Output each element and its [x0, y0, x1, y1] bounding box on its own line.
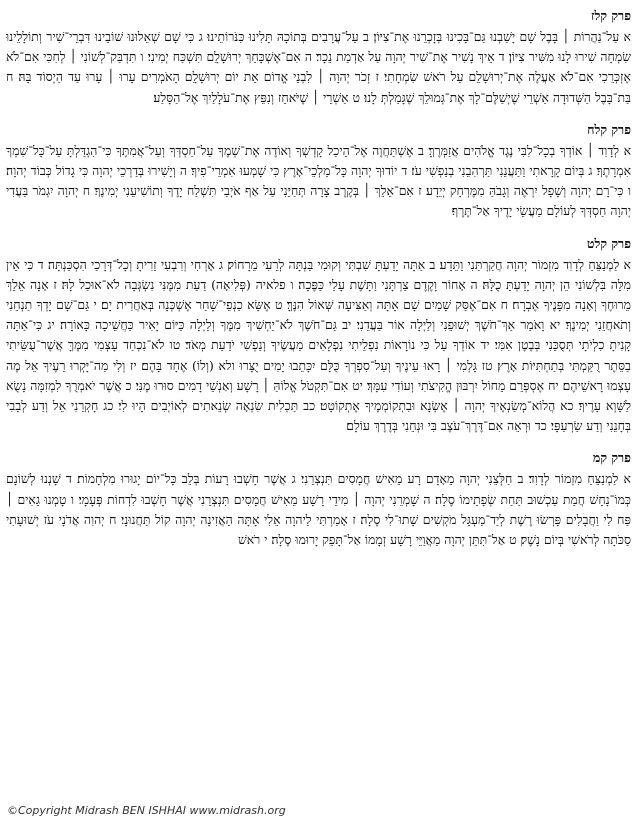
chapter-text: א לַמְנַצֵּחַ לְדָוִד מִזְמוֹר יְהוָה חֲקַרְתַּנִי וַתֵּדָע׃ ב אַתָּה יָדַעְתָּ שִׁבְתִּי וְקוּמִי בַּנְתָּה לְרֵעִי מֵרָחוֹק׃ ג אָרְחִי וְרִבְעִי זֵרִיתָ וְכָל־דְּרָכַי הִסְכַּנְתָּה׃ ד כִּי אֵין מִלָּה בִּלְשׁוֹנִי הֵן יְהוָה יָדַעְתָּ כֻלָּהּ׃ ה אָחוֹר וָקֶדֶם צַרְתָּנִי וַתָּשֶׁת עָלַי כַּפֶּכָה׃ ו פלאיה (פְּלִיאָה) דַעַת מִמֶּנִּי נִשְׂגְּבָה לֹא־אוּכַל לָהּ׃ ז אָנָה אֵלֵךְ מֵרוּחֶךָ וְאָנָה מִפָּנֶיךָ אֶבְרָח׃ ח אִם־אֶסַּק שָׁמַיִם שָׁם אָתָּה וְאַצִּיעָה שְּׁאוֹל הִנֶּךָּ׃ ט אֶשָּׂא כַנְפֵי־שָׁחַר אֶשְׁכְּנָה בְּאַחֲרִית יָם׃ י גַּם־שָׁם יָדְךָ תַנְחֵנִי וְתֹאחֲזֵנִי יְמִינֶךָ׃ יא וָאֹמַר אַךְ־חֹשֶׁךְ יְשׁוּפֵנִי וְלַיְלָה אוֹר בַּעֲדֵנִי׃ יב גַּם־חֹשֶׁךְ לֹא־יַחְשִׁיךְ מִמֶּךָ וְלַיְלָה כַּיּוֹם יָאִיר כַּחֲשֵׁיכָה כָּאוֹרָה׃ יג כִּי־אַתָּה קָנִיתָ כִלְיֹתָי תְּסֻכֵּנִי בְּבֶטֶן אִמִּי׃ יד אוֹדְךָ עַל כִּי נוֹרָאוֹת נִפְלֵיתִי נִפְלָאִים מַעֲשֶׂיךָ וְנַפְשִׁי יֹדַעַת מְאֹד׃ טו לֹא־נִכְחַד עָצְמִי מִמֶּךָּ אֲשֶׁר־עֻשֵּׂיתִי בַסֵּתֶר רֻקַּמְתִּי בְּתַחְתִּיּוֹת אָרֶץ׃ טז גָּלְמִי ׀ רָאוּ עֵינֶיךָ וְעַל־סִפְרְךָ כֻּלָּם יִכָּתֵבוּ יָמִים יֻצָּרוּ ולא (וְלוֹ) אֶחָד בָּהֶם׃ יז וְלִי מַה־יָּקְרוּ רֵעֶיךָ אֵל מֶה עָצְמוּ רָאשֵׁיהֶם׃ יח אֶסְפְּרֵם מֵחוֹל יִרְבּוּן הֱקִיצֹתִי וְעוֹדִי עִמָּךְ׃ יט אִם־תִּקְטֹל אֱלוֹהַּ ׀ רָשָׁע וְאַנְשֵׁי דָמִים סוּרוּ מֶנִּי׃ כ אֲשֶׁר יֹאמְרֻךָ לִמְזִמָּה נָשֻׂא לַשָּׁוְא עָרֶיךָ׃ כא הֲלוֹא־מְשַׂנְאֶיךָ יְהוָה ׀ אֶשְׂנָא וּבִתְקוֹמְמֶיךָ אֶתְקוֹטָט׃ כב תַּכְלִית שִׂנְאָה שְׂנֵאתִים לְאוֹיְבִים הָיוּ לִי׃ כג חָקְרֵנִי אֵל וְדַע לְבָבִי בְּחָנֵנִי וְדַע שַׂרְעַפָּי׃ כד וּרְאֵה אִם־דֶּרֶךְ־עֹצֶב בִּי וּנְחֵנִי בְּדֶרֶךְ עוֹלָם׃ — [6, 256, 631, 434]
chapter-text: א לַמְנַצֵּחַ מִזְמוֹר לְדָוִד׃ ב חַלְּצֵנִי יְהוָה מֵאָדָם רָע מֵאִישׁ חֲמָסִים תִּנְצְרֵנִי׃ ג אֲשֶׁר חָשְׁבוּ רָעוֹת בְּלֵב כָּל־יוֹם יָגוּרוּ מִלְחָמוֹת׃ ד שָׁנְנוּ לְשׁוֹנָם כְּמוֹ־נָחָשׁ חֲמַת עַכְשׁוּב תַּחַת שְׂפָתֵימוֹ סֶלָה׃ ה שָׁמְרֵנִי יְהוָה ׀ מִידֵי רָשָׁע מֵאִישׁ חֲמָסִים תִּנְצְרֵנִי אֲשֶׁר חָשְׁבוּ לִדְחוֹת פְּעָמָי׃ ו טָמְנוּ גֵאִים ׀ פַּח לִי וַחֲבָלִים פָּרְשׂוּ רֶשֶׁת לְיַד־מַעְגָּל מֹקְשִׁים שָׁתוּ־לִי סֶלָה׃ ז אָמַרְתִּי לַיהוָה אֵלִי אָתָּה הַאֲזִינָה יְהוָה קוֹל תַּחֲנוּנָי׃ ח יְהוִה אֲדֹנָי עֹז יְשׁוּעָתִי סַכֹּתָה לְרֹאשִׁי בְּיוֹם נָשֶׁק׃ ט אַל־תִּתֵּן יְהוָה מַאֲוַיֵּי רָשָׁע זְמָמוֹ אַל־תָּפֵק יָרוּמוּ סֶלָה׃ י רֹאשׁ — [6, 471, 631, 548]
chapter-title: פרק קלז — [590, 8, 631, 23]
chapter-text: א לְדָוִד ׀ אוֹדְךָ בְכָל־לִבִּי נֶגֶד אֱלֹהִים אֲזַמְּרֶךָּ׃ ב אֶשְׁתַּחֲוֶה אֶל־הֵיכַל קָדְשְׁךָ וְאוֹדֶה אֶת־שְׁמֶךָ עַל־חַסְדְּךָ וְעַל־אֲמִתֶּךָ כִּי־הִגְדַּלְתָּ עַל־כָּל־שִׁמְךָ אִמְרָתֶךָ׃ ג בְּיוֹם קָרָאתִי וַתַּעֲנֵנִי תַּרְהִבֵנִי בְנַפְשִׁי עֹז׃ ד יוֹדוּךָ יְהוָה כָּל־מַלְכֵי־אָרֶץ כִּי שָׁמְעוּ אִמְרֵי־פִיךָ׃ ה וְיָשִׁירוּ בְּדַרְכֵי יְהוָה כִּי גָדוֹל כְּבוֹד יְהוָה׃ ו כִּי־רָם יְהוָה וְשָׁפָל יִרְאֶה וְגָבֹהַּ מִמֶּרְחָק יְיֵדָע׃ ז אִם־אֵלֵךְ ׀ בְּקֶרֶב צָרָה תְּחַיֵּנִי עַל אַף אֹיְבַי תִּשְׁלַח יָדֶךָ וְתוֹשִׁיעֵנִי יְמִינֶךָ׃ ח יְהוָה יִגְמֹר בַּעֲדִי יְהוָה חַסְדְּךָ לְעוֹלָם מַעֲשֵׂי יָדֶיךָ אַל־תֶּרֶף׃ — [6, 142, 631, 219]
chapter-text: א עַל־נַהֲרוֹת ׀ בָּבֶל שָׁם יָשַׁבְנוּ גַּם־בָּכִינוּ בְּזָכְרֵנוּ אֶת־צִיּוֹן׃ ב עַל־עֲרָבִים בְּתוֹכָהּ תָּלִינוּ כִּנֹּרוֹתֵינוּ׃ ג כִּי שָׁם שְׁאֵלוּנוּ שׁוֹבֵינוּ דִּבְרֵי־שִׁיר וְתוֹלָלֵינוּ שִׂמְחָה שִׁירוּ לָנוּ מִשִּׁיר צִיּוֹן׃ ד אֵיךְ נָשִׁיר אֶת־שִׁיר יְהוָה עַל אַדְמַת נֵכָר׃ ה אִם־אֶשְׁכָּחֵךְ יְרוּשָׁלִָם תִּשְׁכַּח יְמִינִי׃ ו תִּדְבַּק־לְשׁוֹנִי ׀ לְחִכִּי אִם־לֹא אֶזְכְּרֵכִי אִם־לֹא אַעֲלֶה אֶת־יְרוּשָׁלִַם עַל רֹאשׁ שִׂמְחָתִי׃ ז זְכֹר יְהוָה ׀ לִבְנֵי אֱדוֹם אֵת יוֹם יְרוּשָׁלִָם הָאֹמְרִים עָרוּ ׀ עָרוּ עַד הַיְסוֹד בָּהּ׃ ח בַּת־בָּבֶל הַשְּׁדוּדָה אַשְׁרֵי שֶׁיְשַׁלֶּם־לָךְ אֶת־גְּמוּלֵךְ שֶׁגָּמַלְתְּ לָנוּ׃ ט אַשְׁרֵי ׀ שֶׁיֹּאחֵז וְנִפֵּץ אֶת־עֹלָלַיִךְ אֶל־הַסָּלַע׃ — [6, 29, 631, 105]
chapter-title: פרק קלח — [587, 121, 631, 137]
chapter-title: פרק קלט — [586, 235, 631, 251]
chapter-140 — [6, 450, 631, 550]
chapter-138 — [6, 122, 631, 222]
chapter-137 — [6, 8, 631, 108]
chapter-title: פרק קמ — [592, 450, 631, 466]
copyright-footer: ©Copyright Midrash BEN ISHHAI www.midrash.org — [7, 804, 286, 817]
document-page — [6, 8, 631, 813]
chapter-139 — [6, 236, 631, 437]
